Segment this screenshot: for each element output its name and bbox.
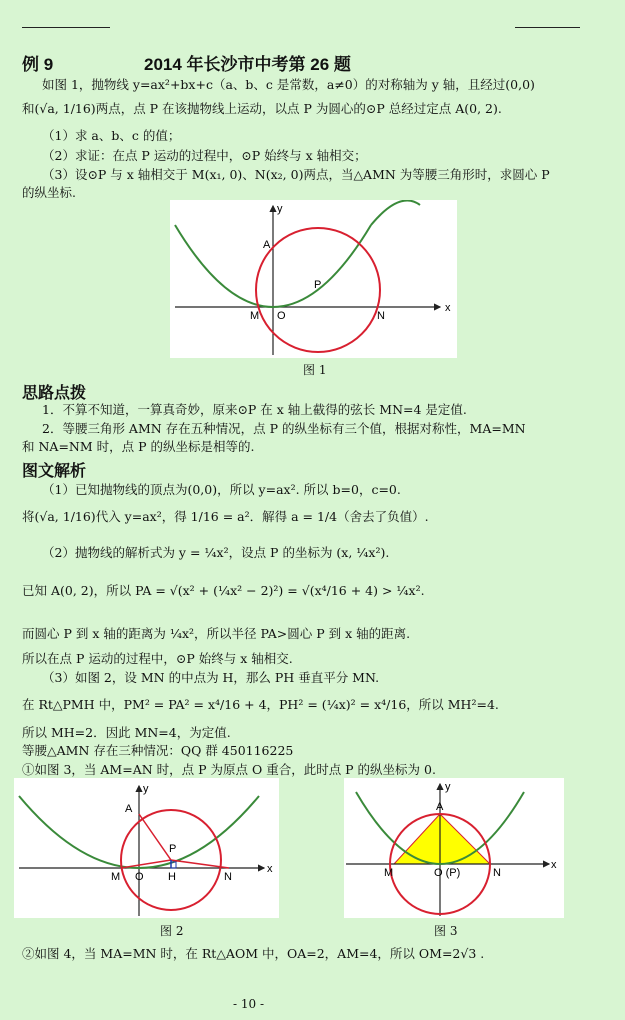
hint-2a: 2．等腰三角形 AMN 存在五种情况，点 P 的纵坐标有三个值，根据对称性，MA=MN [42,421,526,436]
label-y: y [277,203,283,215]
label-a: A [263,239,271,251]
solution-step-12: ②如图 4，当 MA=MN 时，在 Rt△AOM 中，OA=2，AM=4，所以 OM=2√3 . [22,946,485,961]
triangle-amn [394,814,490,864]
label-p: P [169,843,177,855]
hint-1: 1．不算不知道，一算真奇妙，原来⊙P 在 x 轴上截得的弦长 MN=4 是定值. [42,402,467,417]
segments-ap-pn [139,814,229,868]
question-2: （2）求证：在点 P 运动的过程中，⊙P 始终与 x 轴相交； [42,148,367,163]
solution-step-6: 所以在点 P 运动的过程中，⊙P 始终与 x 轴相交. [22,651,293,666]
label-a: A [125,803,133,815]
problem-line1: 如图 1，抛物线 y=ax²+bx+c（a、b、c 是常数，a≠0）的对称轴为 y 轴，且经过(0,0) [42,77,535,92]
solution-step-7: （3）如图 2，设 MN 的中点为 H，那么 PH 垂直平分 MN. [42,670,380,685]
label-h: H [168,871,176,883]
label-n: N [377,310,385,322]
hints-heading: 思路点拨 [22,385,87,402]
label-y: y [445,781,451,793]
label-y: y [143,783,149,795]
question-3b: 的纵坐标. [22,185,76,200]
label-o: O [135,871,144,883]
figure-2 [14,778,279,918]
figure-3 [344,778,564,918]
figure-1-caption: 图 1 [303,363,327,377]
label-m: M [111,871,121,883]
label-x: x [267,863,273,875]
solution-step-10: 等腰△AMN 存在三种情况：QQ 群 450116225 [22,743,294,758]
label-a: A [436,801,444,813]
label-o-p: O (P) [434,867,461,879]
label-n: N [224,871,232,883]
header-rule-right [515,27,580,28]
problem-line2: 和(√a, 1/16)两点，点 P 在该抛物线上运动，以点 P 为圆心的⊙P 总经过定点 A(0, 2). [22,101,502,116]
solution-step-1: （1）已知抛物线的顶点为(0,0)，所以 y=ax². 所以 b=0，c=0. [42,482,401,497]
question-1: （1）求 a、b、c 的值； [42,128,181,143]
label-m: M [384,867,394,879]
label-o: O [277,310,286,322]
figure-1 [170,200,457,358]
label-p: P [314,279,322,291]
solution-heading: 图文解析 [22,463,87,480]
label-x: x [551,859,557,871]
solution-step-5: 而圆心 P 到 x 轴的距离为 ¼x²，所以半径 PA>圆心 P 到 x 轴的距离. [22,626,411,641]
solution-step-8: 在 Rt△PMH 中，PM² = PA² = x⁴/16 + 4，PH² = (¼x)² = x⁴/16，所以 MH²=4. [22,697,499,712]
label-x: x [445,302,451,314]
label-n: N [493,867,501,879]
question-3a: （3）设⊙P 与 x 轴相交于 M(x₁, 0)、N(x₂, 0)两点，当△AMN 为等腰三角形时，求圆心 P [42,167,550,182]
figure-2-caption: 图 2 [160,924,184,938]
page-number: - 10 - [233,997,265,1011]
parabola-right-extension [371,201,420,226]
header-rule-left [22,27,110,28]
figure-3-caption: 图 3 [434,924,458,938]
solution-step-3: （2）抛物线的解析式为 y = ¼x²，设点 P 的坐标为 (x, ¼x²). [42,545,390,560]
page-title: 2014 年长沙市中考第 26 题 [144,55,351,74]
solution-step-9: 所以 MH=2．因此 MN=4，为定值. [22,725,231,740]
solution-step-4: 已知 A(0, 2)，所以 PA = √(x² + (¼x² − 2)²) = √(x⁴/16 + 4) > ¼x². [22,583,425,598]
example-label: 例 9 [22,55,54,74]
hint-2b: 和 NA=NM 时，点 P 的纵坐标是相等的. [22,439,255,454]
solution-step-11: ①如图 3，当 AM=AN 时，点 P 为原点 O 重合，此时点 P 的纵坐标为 0. [22,762,436,777]
solution-step-2: 将(√a, 1/16)代入 y=ax²，得 1/16 = a²．解得 a = 1/4（舍去了负值）. [22,509,429,524]
label-m: M [250,310,260,322]
